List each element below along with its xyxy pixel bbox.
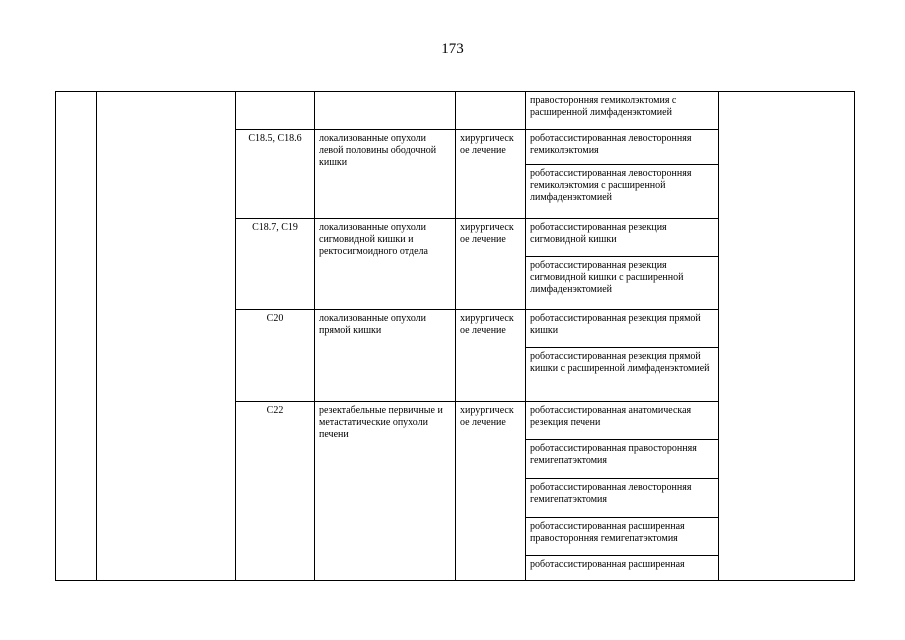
method-cell: роботассистированная левосторонняя гемигепатэктомия	[526, 479, 719, 518]
method-cell: роботассистированная правосторонняя гемигепатэктомия	[526, 440, 719, 479]
model-cell: резектабельные первичные и метастатические опухоли печени	[315, 401, 456, 580]
method-cell: роботассистированная левосторонняя гемиколэктомия	[526, 129, 719, 165]
model-cell: локализованные опухоли прямой кишки	[315, 309, 456, 401]
code-cell: C20	[236, 309, 315, 401]
col-number-cell	[56, 92, 97, 581]
method-cell: правосторонняя гемиколэктомия с расширенной лимфаденэктомией	[526, 92, 719, 130]
code-cell: C18.7, C19	[236, 219, 315, 310]
col-profile-cell	[97, 92, 236, 581]
code-cell: C22	[236, 401, 315, 580]
method-cell: роботассистированная резекция прямой кишки	[526, 309, 719, 347]
method-cell: роботассистированная расширенная правосторонняя гемигепатэктомия	[526, 517, 719, 556]
code-cell: C18.5, C18.6	[236, 129, 315, 219]
method-cell: роботассистированная резекция сигмовидной кишки с расширенной лимфаденэктомией	[526, 257, 719, 310]
code-cell	[236, 92, 315, 130]
method-cell: роботассистированная резекция сигмовидной кишки	[526, 219, 719, 257]
treatment-cell: хирургическ ое лечение	[456, 309, 526, 401]
method-cell: роботассистированная левосторонняя гемиколэктомия с расширенной лимфаденэктомией	[526, 165, 719, 219]
table-row-continuation	[56, 92, 855, 130]
model-cell: локализованные опухоли сигмовидной кишки и ректосигмоидного отдела	[315, 219, 456, 310]
col-norm-cell	[719, 92, 855, 581]
method-cell: роботассистированная расширенная	[526, 556, 719, 581]
medical-care-table	[55, 91, 855, 581]
method-cell: роботассистированная анатомическая резекция печени	[526, 401, 719, 440]
method-cell: роботассистированная резекция прямой кишки с расширенной лимфаденэктомией	[526, 347, 719, 401]
treatment-cell	[456, 92, 526, 130]
model-cell	[315, 92, 456, 130]
treatment-cell: хирургическ ое лечение	[456, 219, 526, 310]
page-number: 173	[441, 41, 464, 57]
model-cell: локализованные опухоли левой половины ободочной кишки	[315, 129, 456, 219]
treatment-cell: хирургическ ое лечение	[456, 401, 526, 580]
treatment-cell: хирургическ ое лечение	[456, 129, 526, 219]
